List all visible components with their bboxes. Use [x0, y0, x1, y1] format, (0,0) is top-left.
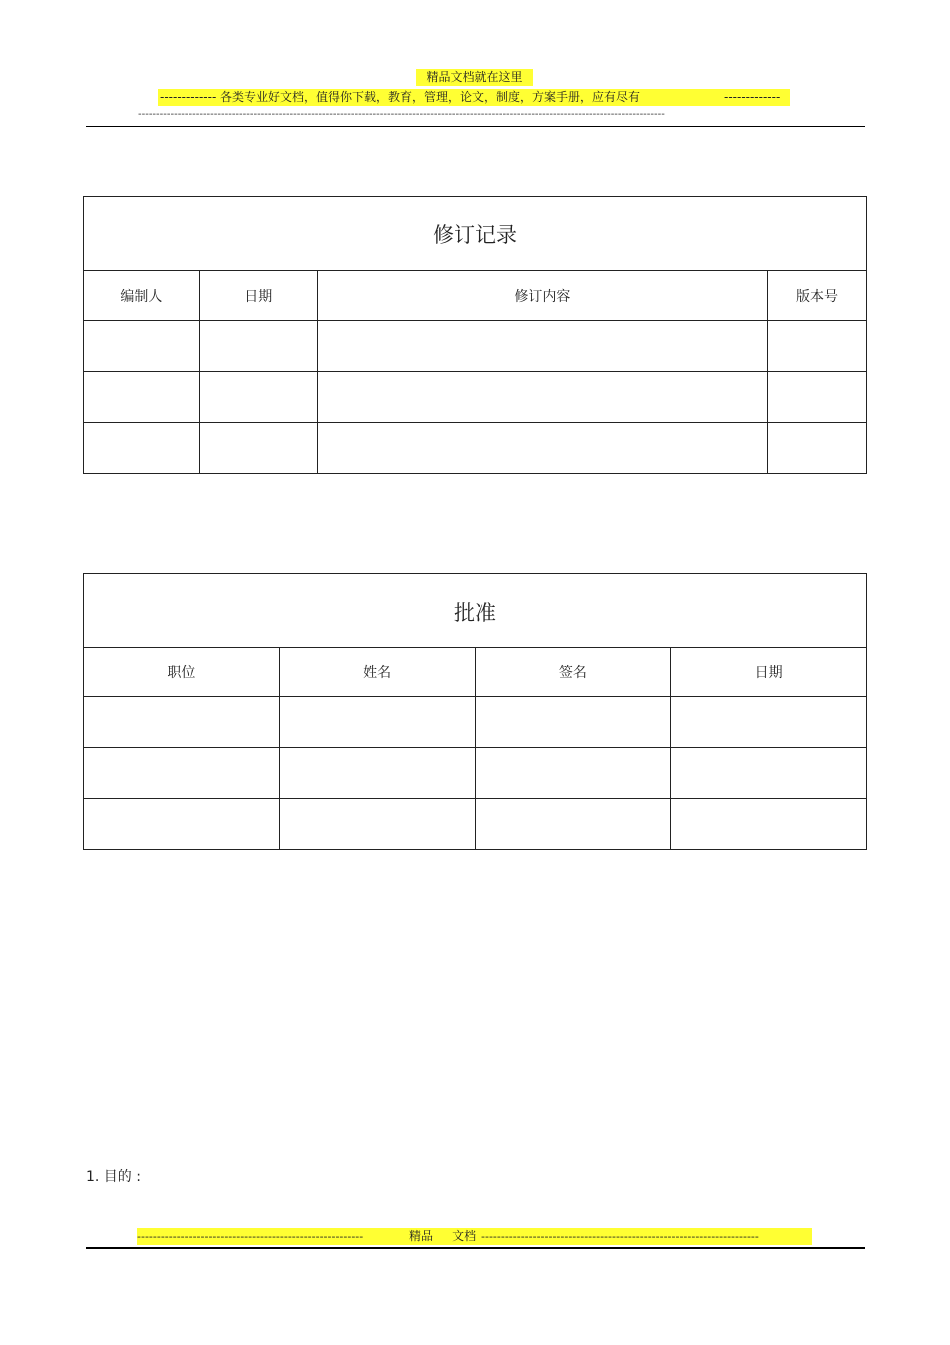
column-header-author: 编制人: [84, 271, 200, 321]
table-cell: [671, 748, 867, 799]
table-cell: [317, 372, 767, 423]
header-rule: [86, 126, 865, 127]
table-row: [84, 748, 867, 799]
column-header-name: 姓名: [279, 648, 475, 697]
header-tagline-text: 各类专业好文档，值得你下载，教育，管理，论文，制度，方案手册，应有尽有: [220, 90, 641, 104]
table-cell: [84, 423, 200, 474]
footer-text-b: 文档: [452, 1229, 477, 1243]
table-cell: [84, 321, 200, 372]
table-cell: [199, 423, 317, 474]
header-dashes-right: -------------: [724, 90, 781, 104]
footer-dashes-right: ----------------------------------------------------------------------: [481, 1230, 759, 1243]
header-banner-title: 精品文档就在这里: [416, 69, 533, 86]
table-cell: [279, 799, 475, 850]
table-row: [84, 372, 867, 423]
header-dashed-line: --------------------------------------------------------------------------------------------------------------------------------------------------: [138, 109, 665, 120]
table-cell: [475, 697, 671, 748]
table-cell: [199, 372, 317, 423]
table-cell: [199, 321, 317, 372]
approval-table-title: 批准: [83, 573, 867, 647]
column-header-position: 职位: [84, 648, 280, 697]
footer-rule: [86, 1247, 865, 1249]
table-row: [84, 697, 867, 748]
footer-banner: [137, 1228, 812, 1245]
table-cell: [84, 697, 280, 748]
header-banner-tagline: [158, 89, 790, 106]
footer-label: [409, 1228, 476, 1245]
table-cell: [279, 697, 475, 748]
table-cell: [671, 799, 867, 850]
table-cell: [768, 372, 867, 423]
table-cell: [768, 423, 867, 474]
footer-dashes-left: ---------------------------------------------------------: [137, 1230, 364, 1243]
column-header-date: 日期: [671, 648, 867, 697]
column-header-signature: 签名: [475, 648, 671, 697]
approval-table: [83, 647, 867, 850]
table-cell: [84, 372, 200, 423]
table-row: [84, 799, 867, 850]
table-cell: [279, 748, 475, 799]
column-header-version: 版本号: [768, 271, 867, 321]
header-dashes-left: -------------: [160, 90, 217, 104]
revision-record-table: [83, 196, 867, 474]
table-row: [84, 423, 867, 474]
column-header-revision-content: 修订内容: [317, 271, 767, 321]
table-cell: [671, 697, 867, 748]
table-cell: [768, 321, 867, 372]
footer-text-a: 精品: [409, 1229, 434, 1243]
table-cell: [475, 748, 671, 799]
revision-table-title: 修订记录: [84, 197, 867, 271]
table-cell: [84, 799, 280, 850]
table-cell: [84, 748, 280, 799]
table-row: [84, 321, 867, 372]
table-cell: [475, 799, 671, 850]
table-cell: [317, 321, 767, 372]
column-header-date: 日期: [199, 271, 317, 321]
section-heading-purpose: 1. 目的 :: [86, 1169, 141, 1185]
table-cell: [317, 423, 767, 474]
